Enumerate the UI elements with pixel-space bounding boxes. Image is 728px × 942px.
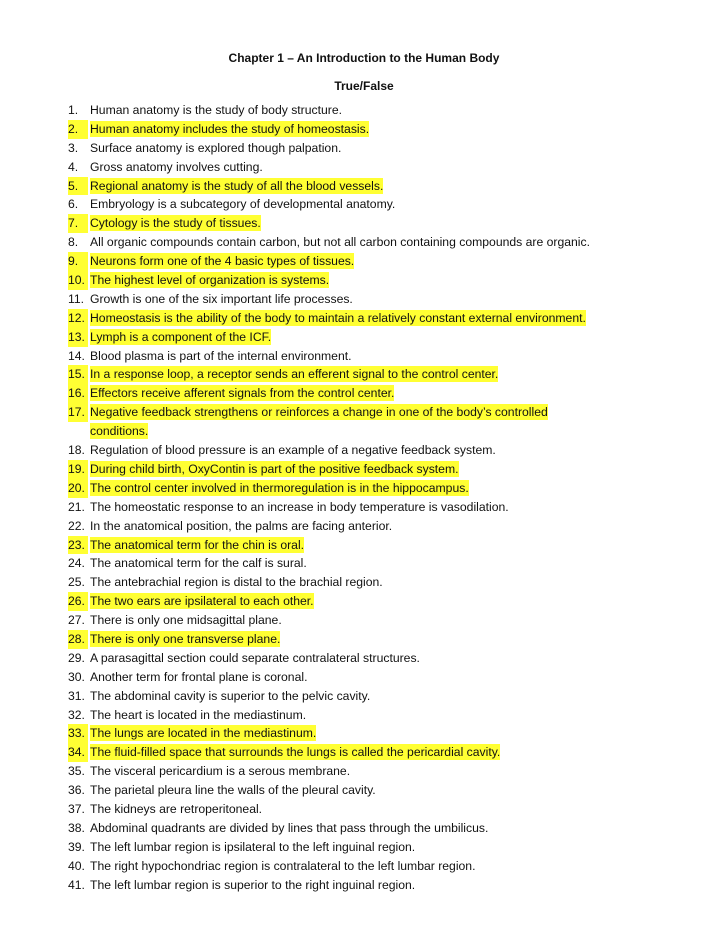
question-text-line: The parietal pleura line the walls of the pleural cavity. [90, 783, 376, 798]
question-text [90, 101, 342, 120]
question-item [0, 517, 728, 536]
question-number: 6. [68, 197, 79, 212]
question-number: 35. [68, 764, 85, 779]
question-text [90, 781, 376, 800]
question-number: 38. [68, 820, 85, 835]
question-text-line: Cytology is the study of tissues. [90, 216, 261, 231]
question-number: 30. [68, 669, 85, 684]
question-item [0, 177, 728, 196]
question-number: 1. [68, 103, 79, 117]
question-number: 8. [68, 235, 79, 250]
question-text [90, 347, 352, 366]
question-number: 24. [68, 556, 85, 571]
question-text-line: The abdominal cavity is superior to the pelvic cavity. [90, 688, 371, 703]
question-text [90, 724, 316, 743]
question-item [0, 347, 728, 366]
question-text [90, 838, 415, 857]
question-item [0, 762, 728, 781]
question-text-line: The highest level of organization is systems. [90, 273, 330, 288]
question-item [0, 479, 728, 498]
question-text-line: The right hypochondriac region is contralateral to the left lumbar region. [90, 858, 476, 873]
question-text [90, 252, 354, 271]
question-text [90, 460, 459, 479]
question-item [0, 611, 728, 630]
question-item [0, 139, 728, 158]
question-text-line: Abdominal quadrants are divided by lines that pass through the umbilicus. [90, 820, 489, 835]
question-number: 34. [68, 743, 88, 762]
question-text-line: All organic compounds contain carbon, but not all carbon containing compounds are organic. [90, 235, 590, 250]
question-text-line: In the anatomical position, the palms are facing anterior. [90, 518, 393, 533]
question-text-line: Gross anatomy involves cutting. [90, 159, 263, 174]
question-text [90, 517, 392, 536]
question-text-line: The anatomical term for the chin is oral. [90, 537, 305, 552]
question-text [90, 139, 341, 158]
question-text [90, 876, 415, 895]
question-text [90, 233, 590, 252]
question-number: 26. [68, 592, 88, 611]
question-item [0, 120, 728, 139]
question-text-line: conditions. [90, 424, 149, 439]
question-number: 14. [68, 348, 85, 363]
question-item [0, 781, 728, 800]
question-item [0, 328, 728, 347]
question-text-line: Negative feedback strengthens or reinforces a change in one of the body’s controlled [90, 405, 548, 420]
question-item [0, 441, 728, 460]
question-list [0, 101, 728, 894]
question-text [90, 365, 498, 384]
question-text-line: Regulation of blood pressure is an example of a negative feedback system. [90, 443, 496, 458]
question-item [0, 649, 728, 668]
question-text-line: During child birth, OxyContin is part of the positive feedback system. [90, 461, 459, 476]
question-item [0, 743, 728, 762]
question-text-line: The kidneys are retroperitoneal. [90, 801, 263, 816]
question-number: 29. [68, 650, 85, 665]
question-item [0, 819, 728, 838]
question-text [90, 309, 586, 328]
question-item [0, 536, 728, 555]
question-text-line: There is only one transverse plane. [90, 631, 281, 646]
question-text-line: Growth is one of the six important life processes. [90, 291, 353, 306]
question-number: 18. [68, 443, 85, 458]
question-item [0, 460, 728, 479]
question-text [90, 611, 282, 630]
question-number: 32. [68, 707, 85, 722]
question-item [0, 214, 728, 233]
question-text-line: The antebrachial region is distal to the brachial region. [90, 575, 383, 590]
question-text [90, 592, 314, 611]
question-item [0, 592, 728, 611]
question-text [90, 498, 509, 517]
question-text [90, 706, 306, 725]
question-number: 21. [68, 499, 85, 514]
question-text-line: The homeostatic response to an increase in body temperature is vasodilation. [90, 499, 509, 514]
question-number: 15. [68, 365, 88, 384]
question-number: 23. [68, 536, 88, 555]
question-text [90, 195, 395, 214]
question-number: 28. [68, 630, 88, 649]
question-item [0, 724, 728, 743]
question-number: 10. [68, 271, 88, 290]
question-text [90, 687, 370, 706]
question-text [90, 177, 383, 196]
question-text [90, 800, 262, 819]
question-text-line: Human anatomy includes the study of homeostasis. [90, 121, 370, 136]
question-text [90, 403, 548, 441]
question-text-line: Blood plasma is part of the internal environment. [90, 348, 352, 363]
question-text-line: The lungs are located in the mediastinum. [90, 726, 317, 741]
question-item [0, 800, 728, 819]
question-number: 7. [68, 214, 88, 233]
question-item [0, 573, 728, 592]
question-item [0, 857, 728, 876]
question-text-line: The visceral pericardium is a serous membrane. [90, 764, 351, 779]
question-number: 36. [68, 783, 85, 798]
question-number: 37. [68, 801, 85, 816]
question-item [0, 630, 728, 649]
question-number: 27. [68, 613, 85, 628]
question-number: 41. [68, 877, 85, 892]
question-number: 2. [68, 120, 88, 139]
question-number: 20. [68, 479, 88, 498]
question-item [0, 384, 728, 403]
document-title: Chapter 1 – An Introduction to the Human Body [228, 51, 500, 65]
question-text-line: The fluid-filled space that surrounds the lungs is called the pericardial cavity. [90, 745, 501, 760]
question-text [90, 536, 304, 555]
question-text-line: The heart is located in the mediastinum. [90, 707, 307, 722]
question-item [0, 158, 728, 177]
question-item [0, 365, 728, 384]
question-text [90, 819, 488, 838]
section-heading: True/False [334, 79, 394, 93]
question-item [0, 876, 728, 895]
question-text [90, 290, 353, 309]
question-item [0, 668, 728, 687]
question-item [0, 554, 728, 573]
question-number: 25. [68, 575, 85, 590]
question-number: 39. [68, 839, 85, 854]
question-number: 22. [68, 518, 85, 533]
question-number: 3. [68, 140, 79, 155]
question-text-line: The control center involved in thermoregulation is in the hippocampus. [90, 480, 469, 495]
question-text-line: Embryology is a subcategory of developmental anatomy. [90, 197, 396, 212]
question-text-line: Regional anatomy is the study of all the blood vessels. [90, 178, 384, 193]
question-item [0, 101, 728, 120]
question-number: 9. [68, 252, 88, 271]
question-item [0, 498, 728, 517]
question-text-line: Another term for frontal plane is coronal. [90, 669, 308, 684]
question-text [90, 479, 469, 498]
question-text-line: In a response loop, a receptor sends an efferent signal to the control center. [90, 367, 499, 382]
question-number: 5. [68, 177, 88, 196]
question-text [90, 328, 271, 347]
question-text [90, 649, 420, 668]
question-text-line: Human anatomy is the study of body structure. [90, 103, 342, 117]
question-text-line: Homeostasis is the ability of the body to maintain a relatively constant external environment. [90, 310, 586, 325]
question-text [90, 271, 329, 290]
question-item [0, 309, 728, 328]
question-text [90, 441, 496, 460]
question-text-line: The anatomical term for the calf is sural. [90, 556, 307, 571]
question-item [0, 706, 728, 725]
question-text [90, 743, 500, 762]
question-text-line: The two ears are ipsilateral to each other. [90, 594, 314, 609]
question-item [0, 252, 728, 271]
question-text [90, 158, 263, 177]
question-item [0, 195, 728, 214]
question-text-line: The left lumbar region is superior to the right inguinal region. [90, 877, 416, 892]
question-text-line: The left lumbar region is ipsilateral to the left inguinal region. [90, 839, 416, 854]
question-text [90, 668, 307, 687]
question-item [0, 403, 728, 441]
question-number: 17. [68, 403, 88, 422]
question-text-line: Lymph is a component of the ICF. [90, 329, 272, 344]
question-number: 4. [68, 159, 79, 174]
question-text [90, 857, 475, 876]
question-number: 13. [68, 328, 88, 347]
question-number: 11. [68, 291, 85, 306]
question-item [0, 271, 728, 290]
question-text-line: Effectors receive afferent signals from the control center. [90, 386, 395, 401]
question-number: 40. [68, 858, 85, 873]
question-item [0, 290, 728, 309]
question-text [90, 384, 394, 403]
question-text [90, 554, 307, 573]
question-text [90, 214, 261, 233]
question-text [90, 630, 280, 649]
question-item [0, 687, 728, 706]
question-text-line: A parasagittal section could separate contralateral structures. [90, 650, 420, 665]
question-text-line: Surface anatomy is explored though palpation. [90, 140, 342, 155]
question-item [0, 838, 728, 857]
question-text [90, 573, 383, 592]
question-text-line: Neurons form one of the 4 basic types of tissues. [90, 254, 355, 269]
question-number: 19. [68, 460, 88, 479]
question-number: 16. [68, 384, 88, 403]
question-text [90, 120, 369, 139]
question-text-line: There is only one midsagittal plane. [90, 613, 282, 628]
question-number: 31. [68, 688, 85, 703]
question-item [0, 233, 728, 252]
question-text [90, 762, 350, 781]
question-number: 12. [68, 309, 88, 328]
question-number: 33. [68, 724, 88, 743]
